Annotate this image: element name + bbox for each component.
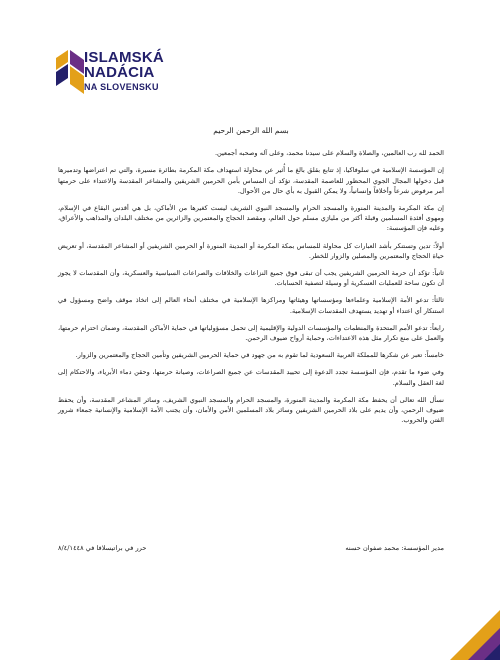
logo-line-1: ISLAMSKÁ [84, 49, 164, 66]
paragraph-third: ثالثاً: تدعو الأمة الإسلامية وعلماءها ومؤسساتها وهيئاتها ومراكزها الإسلامية في مختلف أنحاء العالم إلى اتخاذ موقف واضح ومسؤول في استنكار أي اعتداء أو تهديد يستهدف المقدسات الإسلامية. [58, 296, 444, 315]
organization-logo [54, 44, 204, 104]
paragraph-second: ثانياً: تؤكد أن حرمة الحرمين الشريفين يجب أن تبقى فوق جميع النزاعات والخلافات والصراعات السياسية والعسكرية، وأن المقدسات لا يجوز أن تكون ساحة للعمليات العسكرية أو وسيلة لتصفية الحسابات. [58, 269, 444, 288]
logo-line-3: NA SLOVENSKU [84, 82, 159, 92]
paragraph-greeting: الحمد لله رب العالمين، والصلاة والسلام على سيدنا محمد، وعلى آله وصحبه أجمعين. [214, 149, 444, 158]
paragraph-first: أولاً: تدين وتستنكر بأشد العبارات كل محاولة للمساس بمكة المكرمة أو المدينة المنورة أو الحرمين الشريفين أو المشاعر المقدسة، أو تعريض حياة الحجاج والمعتمرين والمصلين والزوار للخطر. [58, 241, 444, 260]
paragraph-fifth: خامساً: تعبر عن شكرها للمملكة العربية السعودية لما تقوم به من جهود في حماية الحرمين الشريفين وتأمين الحجاج والمعتمرين والزوار. [75, 351, 444, 360]
director-signature: مدير المؤسسة: محمد صفوان حسنه [345, 544, 444, 552]
logo-emblem-icon [54, 48, 88, 98]
place-and-date: حرر في براتيسلافا في ٨/٤/١٤٤٨ [58, 544, 147, 552]
paragraph-holy-sites: إن مكة المكرمة والمدينة المنورة والمسجد الحرام والمسجد النبوي الشريف ليست كغيرها من الأماكن، بل هي أقدس البقاع في الإسلام، ومهوى أفئدة المسلمين وقبلة أكثر من مليارَي مسلم حول العالم، ومقصد الحجاج والمعتمرين والزائرين من مختلف البلدان والمذاهب والأعراق، وعليه فإن المؤسسة: [58, 204, 444, 233]
basmala: بسم الله الرحمن الرحيم [213, 126, 289, 135]
paragraph-conclusion: وفي ضوء ما تقدم، فإن المؤسسة تجدد الدعوة إلى تحييد المقدسات عن جميع الصراعات، وصيانة حرمتها، وحقن دماء الأبرياء، والاحتكام إلى لغة العقل والسلام. [58, 368, 444, 387]
paragraph-fourth: رابعاً: تدعو الأمم المتحدة والمنظمات والمؤسسات الدولية والإقليمية إلى تحمل مسؤولياتها في حماية الأماكن المقدسة، وضمان احترام حرمتها، والعمل على منع تكرار مثل هذه الاعتداءات، وحماية أرواح ضيوف الرحمن. [58, 323, 444, 343]
logo-wordmark [84, 50, 164, 93]
corner-decoration-icon [410, 570, 500, 660]
paragraph-prayer: نسأل الله تعالى أن يحفظ مكة المكرمة والمدينة المنورة، والمسجد الحرام والمسجد النبوي الشريف، وسائر المشاعر المقدسة، وأن يحفظ ضيوف الرحمن، وأن يديم على بلاد الحرمين الشريفين وسائر بلاد المسلمين الأمن والأمان، وأن يجنب الأمة الإسلامية والإنسانية جمعاء شرور الفتن والحروب. [58, 395, 444, 425]
logo-line-2: NADÁCIA [84, 64, 155, 81]
letter-body [58, 126, 444, 432]
paragraph-statement: إن المؤسسة الإسلامية في سلوفاكيا، إذ تتابع بقلق بالغ ما أُثير عن محاولة استهداف مكة المكرمة بطائرة مسيرة، والتي تم اعتراضها وتدميرها قبل دخولها المجال الجوي المحظور للعاصمة المقدسة، تؤكد أن المساس بأمن الحرمين الشريفين والمشاعر المقدسة والاعتداء على حرمتها أمر مرفوض شرعاً وأخلاقاً وإنسانياً، ولا يمكن القبول به بأي حال من الأحوال. [58, 166, 444, 195]
